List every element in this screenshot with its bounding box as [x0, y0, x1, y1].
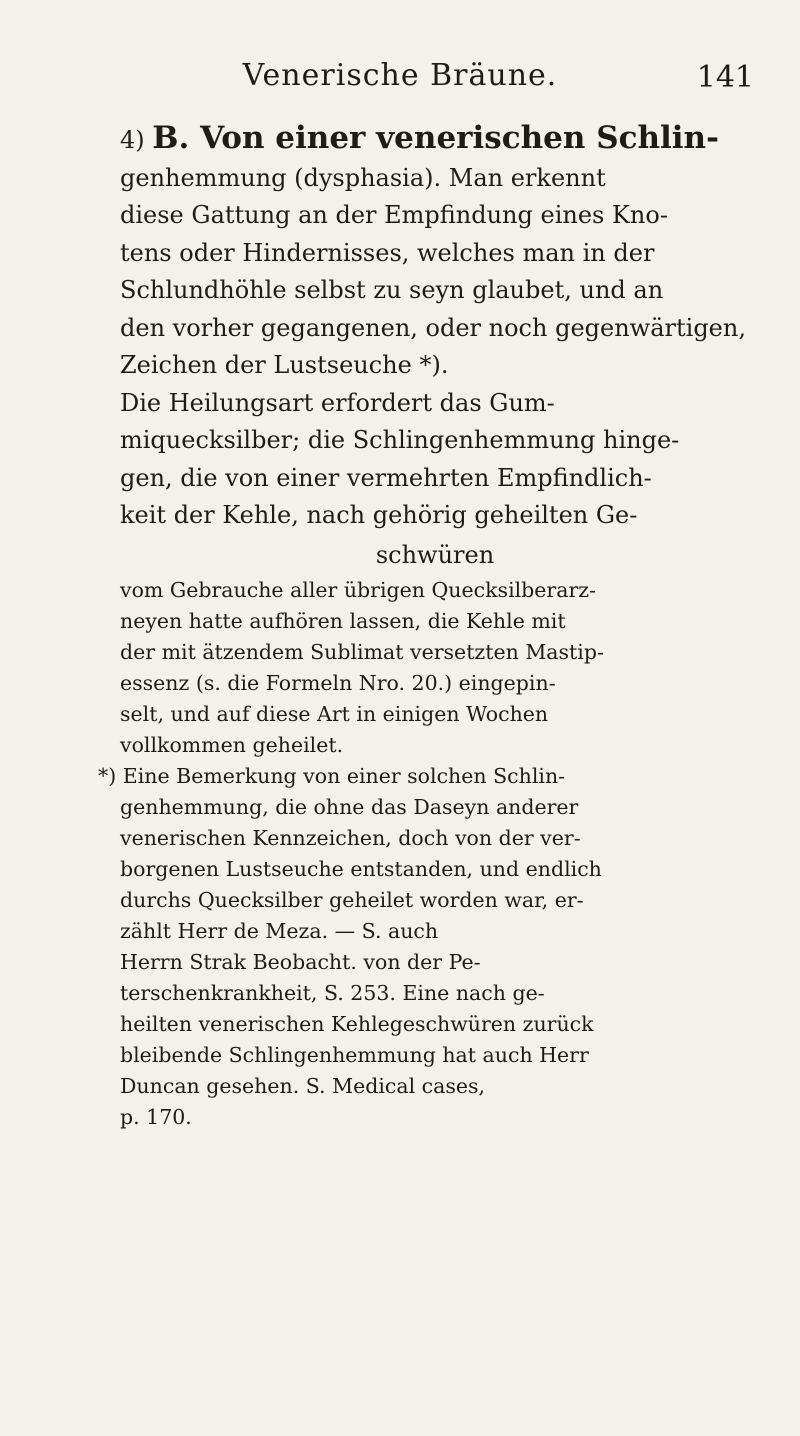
- footnote-line: genhemmung, die ohne das Daseyn anderer: [120, 794, 579, 819]
- small-line: selt, und auf diese Art in einigen Wochen: [120, 701, 549, 726]
- section-line: Schlundhöhle selbst zu seyn glaubet, und an: [120, 276, 664, 304]
- footnote-line: terschenkrankheit, S. 253. Eine nach ge-: [120, 980, 545, 1005]
- footnote: [98, 761, 750, 1133]
- footnote-line: bleibende Schlingenhemmung hat auch Herr: [120, 1042, 589, 1067]
- section-line: den vorher gegangenen, oder noch gegenwärtigen,: [120, 313, 746, 342]
- small-line: essenz (s. die Formeln Nro. 20.) eingepin-: [120, 670, 556, 695]
- footnote-line: zählt Herr de Meza. — S. auch: [120, 918, 439, 943]
- footnote-line: durchs Quecksilber geheilet worden war, er-: [120, 887, 584, 912]
- small-line: neyen hatte aufhören lassen, die Kehle mit: [120, 608, 566, 633]
- section-line: tens oder Hindernisses, welches man in der: [120, 238, 655, 267]
- page-header: [0, 58, 800, 98]
- section-line: Zeichen der Lustseuche *).: [120, 351, 449, 379]
- section-line: genhemmung (dysphasia). Man erkennt: [120, 163, 606, 192]
- footnote-line: *) Eine Bemerkung von einer solchen Schlin-: [98, 763, 566, 788]
- cure-last-line: schwüren: [375, 540, 495, 569]
- small-line: vom Gebrauche aller übrigen Quecksilberarz-: [120, 577, 596, 602]
- section-heading: [120, 120, 750, 160]
- running-title: Venerische Bräune.: [242, 58, 558, 93]
- cure-line: gen, die von einer vermehrten Empfindlich-: [120, 463, 652, 492]
- footnote-line: Herrn Strak Beobacht. von der Pe-: [120, 949, 481, 974]
- footnote-line: venerischen Kennzeichen, doch von der ver-: [120, 825, 581, 850]
- section-line: diese Gattung an der Empfindung eines Kno-: [120, 201, 668, 229]
- footnote-line: Duncan gesehen. S. Medical cases,: [120, 1073, 486, 1098]
- section-number: 4): [120, 126, 145, 154]
- page-number: 141: [696, 60, 754, 95]
- cure-line: keit der Kehle, nach gehörig geheilten Ge-: [120, 501, 638, 529]
- cure-line: Die Heilungsart erfordert das Gum-: [120, 388, 555, 417]
- page-body: [98, 120, 750, 1133]
- section-title: B. Von einer venerischen Schlin-: [152, 120, 719, 156]
- small-line: vollkommen geheilet.: [120, 732, 344, 757]
- footnote-line: p. 170.: [120, 1104, 192, 1129]
- footnote-line: heilten venerischen Kehlegeschwüren zurück: [120, 1011, 594, 1036]
- footnote-line: borgenen Lustseuche entstanden, und endlich: [120, 856, 602, 881]
- cure-line: miquecksilber; die Schlingenhemmung hinge-: [120, 426, 680, 454]
- small-line: der mit ätzendem Sublimat versetzten Mastip-: [120, 639, 604, 664]
